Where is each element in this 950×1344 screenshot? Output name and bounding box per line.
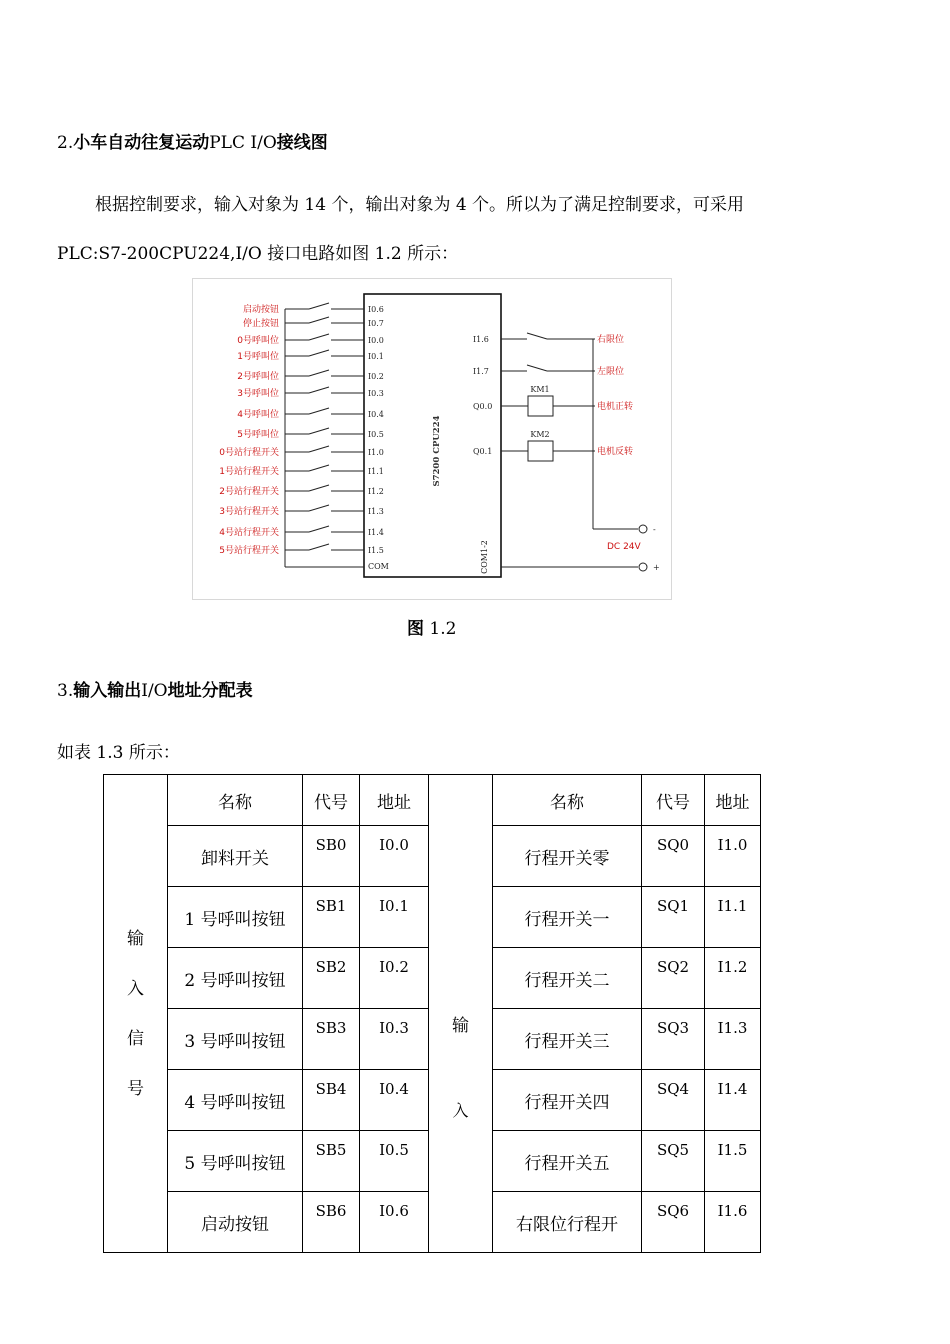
cell-name: 行程开关一 bbox=[493, 887, 642, 948]
figure-caption-number: 1.2 bbox=[424, 619, 457, 639]
switch-contact bbox=[309, 428, 329, 434]
output-device-label: 电机正转 bbox=[597, 402, 634, 412]
switch-contact bbox=[309, 370, 329, 376]
output-row bbox=[473, 333, 624, 345]
input-row bbox=[219, 505, 384, 517]
cell-address: I1.3 bbox=[705, 1009, 761, 1070]
switch-contact bbox=[309, 408, 329, 414]
io-table-body bbox=[104, 775, 761, 1253]
output-address-label: I1.6 bbox=[473, 335, 489, 344]
input-device-label: 5号呼叫位 bbox=[237, 430, 279, 440]
output-device-label: 左限位 bbox=[597, 367, 625, 377]
cell-name: 启动按钮 bbox=[168, 1192, 303, 1253]
input-row bbox=[219, 485, 384, 497]
input-address-label: I0.6 bbox=[368, 305, 384, 314]
cell-name: 行程开关零 bbox=[493, 826, 642, 887]
input-rows bbox=[219, 303, 384, 556]
output-row bbox=[473, 430, 633, 461]
input-address-label: I0.7 bbox=[368, 319, 384, 328]
cell-name: 卸料开关 bbox=[168, 826, 303, 887]
section-2-number: 2. bbox=[57, 133, 74, 153]
cell-code: SB5 bbox=[303, 1131, 360, 1192]
group-char: 号 bbox=[127, 1078, 144, 1099]
input-address-label: I0.4 bbox=[368, 410, 384, 419]
group-char: 入 bbox=[127, 978, 144, 999]
cell-address: I1.2 bbox=[705, 948, 761, 1009]
input-address-label: I1.3 bbox=[368, 507, 384, 516]
coil-label: KM1 bbox=[530, 385, 550, 394]
cell-code: SQ0 bbox=[642, 826, 705, 887]
minus-terminal bbox=[639, 525, 647, 533]
wiring-diagram-svg bbox=[193, 279, 671, 599]
switch-contact bbox=[309, 303, 329, 309]
cell-name: 行程开关三 bbox=[493, 1009, 642, 1070]
input-device-label: 4号站行程开关 bbox=[219, 528, 279, 538]
switch-contact bbox=[309, 334, 329, 340]
input-address-label: I0.5 bbox=[368, 430, 384, 439]
input-row bbox=[237, 408, 384, 420]
minus-label: - bbox=[653, 525, 656, 534]
output-device-label: 电机反转 bbox=[597, 447, 634, 457]
cell-address: I1.6 bbox=[705, 1192, 761, 1253]
header-address: 地址 bbox=[360, 775, 429, 826]
cell-address: I0.2 bbox=[360, 948, 429, 1009]
switch-contact bbox=[309, 465, 329, 471]
section-3-title-part1: 输入输出 bbox=[73, 681, 142, 701]
cell-name: 3 号呼叫按钮 bbox=[168, 1009, 303, 1070]
header-name: 名称 bbox=[168, 775, 303, 826]
cell-address: I1.1 bbox=[705, 887, 761, 948]
section-2-title-part3: 接线图 bbox=[276, 133, 328, 153]
cell-name: 行程开关四 bbox=[493, 1070, 642, 1131]
section-3-heading bbox=[57, 676, 253, 701]
cell-address: I1.0 bbox=[705, 826, 761, 887]
output-rows bbox=[473, 333, 633, 461]
input-address-label: I1.2 bbox=[368, 487, 384, 496]
header-address: 地址 bbox=[705, 775, 761, 826]
switch-contact bbox=[309, 505, 329, 511]
cell-code: SB1 bbox=[303, 887, 360, 948]
cell-address: I0.5 bbox=[360, 1131, 429, 1192]
header-code: 代号 bbox=[303, 775, 360, 826]
input-row bbox=[219, 465, 384, 477]
input-device-label: 2号站行程开关 bbox=[219, 487, 279, 497]
input-group-label bbox=[429, 775, 493, 1253]
cell-address: I0.1 bbox=[360, 887, 429, 948]
output-row bbox=[473, 385, 633, 416]
switch-contact bbox=[309, 446, 329, 452]
cell-name: 1 号呼叫按钮 bbox=[168, 887, 303, 948]
io-address-table bbox=[103, 774, 761, 1253]
output-row bbox=[473, 365, 624, 377]
cell-address: I0.3 bbox=[360, 1009, 429, 1070]
input-device-label: 1号站行程开关 bbox=[219, 467, 279, 477]
switch-contact bbox=[309, 526, 329, 532]
input-device-label: 4号呼叫位 bbox=[237, 410, 279, 420]
cell-address: I0.4 bbox=[360, 1070, 429, 1131]
input-row bbox=[237, 334, 384, 346]
com-terminal-label: COM bbox=[368, 562, 389, 571]
section-2-title-part2: PLC I/O bbox=[209, 133, 277, 153]
header-code: 代号 bbox=[642, 775, 705, 826]
cell-code: SB6 bbox=[303, 1192, 360, 1253]
section-3-title-part3: 地址分配表 bbox=[167, 681, 253, 701]
cell-address: I1.5 bbox=[705, 1131, 761, 1192]
input-device-label: 停止按钮 bbox=[242, 319, 279, 329]
input-address-label: I0.1 bbox=[368, 352, 384, 361]
dc-24v-label: DC 24V bbox=[607, 542, 641, 552]
cell-name: 4 号呼叫按钮 bbox=[168, 1070, 303, 1131]
input-row bbox=[237, 350, 384, 362]
group-char: 信 bbox=[127, 1028, 144, 1049]
com1-2-label: COM1-2 bbox=[480, 540, 489, 574]
coil-label: KM2 bbox=[530, 430, 550, 439]
table-header-row bbox=[104, 775, 761, 826]
cell-code: SQ4 bbox=[642, 1070, 705, 1131]
cell-name: 2 号呼叫按钮 bbox=[168, 948, 303, 1009]
cell-name: 行程开关五 bbox=[493, 1131, 642, 1192]
wiring-diagram bbox=[192, 278, 672, 600]
input-device-label: 0号站行程开关 bbox=[219, 448, 279, 458]
cell-name: 右限位行程开 bbox=[493, 1192, 642, 1253]
table-intro: 如表 1.3 所示： bbox=[57, 743, 180, 763]
header-name: 名称 bbox=[493, 775, 642, 826]
input-address-label: I0.3 bbox=[368, 389, 384, 398]
output-address-label: Q0.0 bbox=[473, 402, 493, 411]
cell-code: SQ3 bbox=[642, 1009, 705, 1070]
group-char: 输 bbox=[127, 928, 144, 949]
input-device-label: 1号呼叫位 bbox=[237, 352, 279, 362]
switch-contact bbox=[309, 350, 329, 356]
input-device-label: 启动按钮 bbox=[242, 305, 279, 315]
group-char: 输 bbox=[452, 1016, 469, 1036]
section-3-title-part2: I/O bbox=[141, 681, 168, 701]
switch-contact bbox=[309, 387, 329, 393]
input-row bbox=[237, 387, 384, 399]
cell-code: SQ1 bbox=[642, 887, 705, 948]
paragraph-1: 根据控制要求，输入对象为 14 个，输出对象为 4 个。所以为了满足控制要求，可采用 bbox=[95, 195, 745, 215]
cell-name: 5 号呼叫按钮 bbox=[168, 1131, 303, 1192]
output-address-label: I1.7 bbox=[473, 367, 489, 376]
input-address-label: I1.0 bbox=[368, 448, 384, 457]
plus-label: + bbox=[653, 563, 660, 572]
cpu-label: S7200 CPU224 bbox=[432, 415, 442, 487]
cell-address: I1.4 bbox=[705, 1070, 761, 1131]
switch-contact bbox=[527, 333, 547, 339]
section-2-heading bbox=[57, 128, 328, 153]
output-device-label: 右限位 bbox=[597, 335, 625, 345]
input-row bbox=[243, 303, 384, 315]
input-address-label: I0.0 bbox=[368, 336, 384, 345]
input-device-label: 2号呼叫位 bbox=[237, 372, 279, 382]
input-row bbox=[219, 446, 384, 458]
input-device-label: 0号呼叫位 bbox=[237, 336, 279, 346]
input-device-label: 5号站行程开关 bbox=[219, 546, 279, 556]
cell-name: 行程开关二 bbox=[493, 948, 642, 1009]
switch-contact bbox=[309, 485, 329, 491]
relay-coil bbox=[528, 441, 553, 461]
cell-code: SB0 bbox=[303, 826, 360, 887]
input-row bbox=[237, 428, 384, 440]
input-row bbox=[219, 526, 384, 538]
input-signal-group-label bbox=[104, 775, 168, 1253]
relay-coil bbox=[528, 396, 553, 416]
input-address-label: I1.5 bbox=[368, 546, 384, 555]
cell-code: SB4 bbox=[303, 1070, 360, 1131]
cell-code: SB2 bbox=[303, 948, 360, 1009]
cell-address: I0.0 bbox=[360, 826, 429, 887]
input-row bbox=[219, 544, 384, 556]
switch-contact bbox=[527, 365, 547, 371]
paragraph-2: PLC:S7-200CPU224,I/O 接口电路如图 1.2 所示： bbox=[57, 244, 459, 264]
cell-code: SB3 bbox=[303, 1009, 360, 1070]
input-address-label: I0.2 bbox=[368, 372, 384, 381]
input-row bbox=[243, 317, 384, 329]
output-address-label: Q0.1 bbox=[473, 447, 493, 456]
figure-caption-label: 图 bbox=[407, 619, 424, 639]
cell-code: SQ5 bbox=[642, 1131, 705, 1192]
group-char: 入 bbox=[452, 1101, 469, 1120]
cell-code: SQ6 bbox=[642, 1192, 705, 1253]
input-device-label: 3号站行程开关 bbox=[219, 507, 279, 517]
section-3-number: 3. bbox=[57, 681, 74, 701]
figure-caption bbox=[407, 614, 456, 639]
section-2-title-part1: 小车自动往复运动 bbox=[73, 133, 210, 153]
plus-terminal bbox=[639, 563, 647, 571]
cell-code: SQ2 bbox=[642, 948, 705, 1009]
cell-address: I0.6 bbox=[360, 1192, 429, 1253]
input-row bbox=[237, 370, 384, 382]
switch-contact bbox=[309, 544, 329, 550]
input-device-label: 3号呼叫位 bbox=[237, 389, 279, 399]
input-address-label: I1.1 bbox=[368, 467, 384, 476]
input-address-label: I1.4 bbox=[368, 528, 384, 537]
switch-contact bbox=[309, 317, 329, 323]
